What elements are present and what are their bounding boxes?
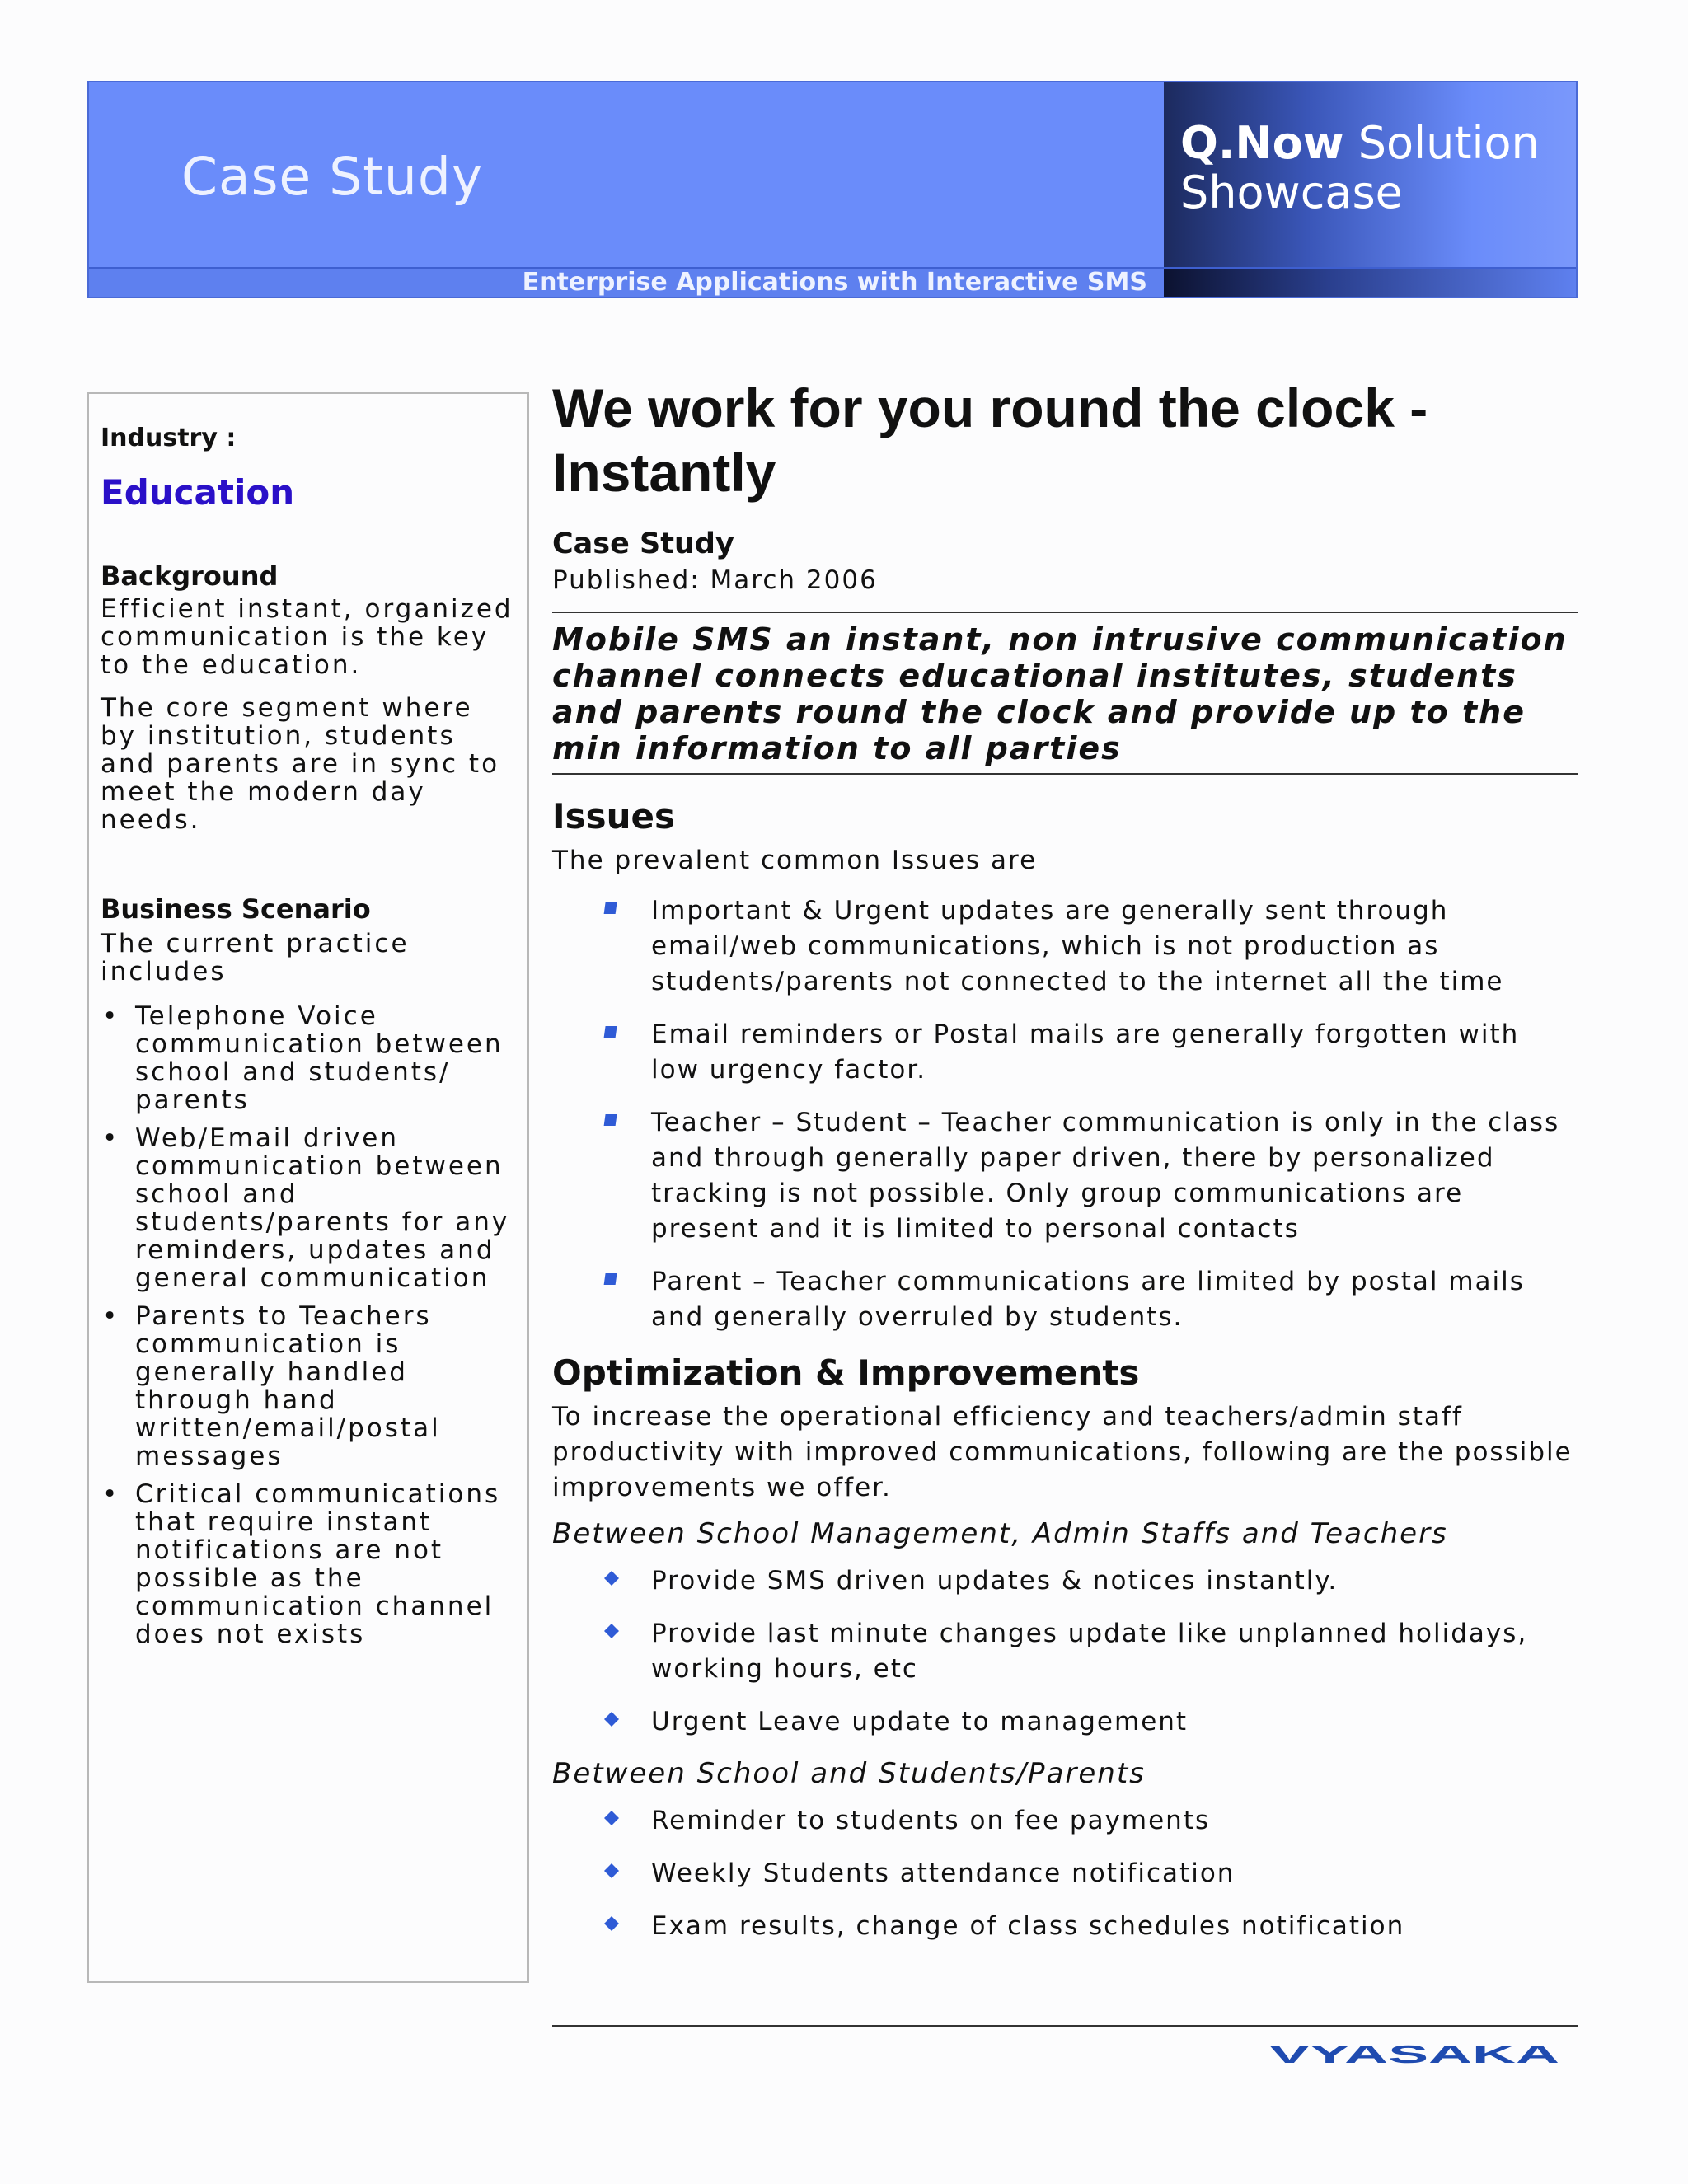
list-item-text: Exam results, change of class schedules notification — [651, 1911, 1405, 1941]
list-item-text: Critical communications that require instant notifications are not possible as the communication channel does not exists — [135, 1479, 501, 1649]
divider — [552, 612, 1578, 613]
banner-strip — [89, 267, 1164, 297]
issues-intro: The prevalent common Issues are — [552, 846, 1038, 875]
brand-line2: Showcase — [1180, 166, 1403, 218]
diamond-bullet-icon — [603, 1863, 620, 1879]
banner-title: Case Study — [181, 147, 484, 207]
scenario-heading: Business Scenario — [101, 893, 371, 925]
list-item-text: Telephone Voice communication between school and students/ parents — [135, 1001, 504, 1115]
case-study-label: Case Study — [552, 527, 734, 560]
industry-label: Industry : — [101, 424, 237, 452]
list-item — [101, 1002, 516, 1114]
vyasaka-logo — [1269, 2039, 1566, 2067]
list-item — [552, 1803, 1578, 1839]
list-item — [101, 1124, 516, 1292]
background-paragraph: The core segment where by institution, students and parents are in sync to meet the modern day needs. — [101, 693, 500, 835]
list-item — [552, 1563, 1578, 1599]
diamond-bullet-icon — [603, 1810, 620, 1826]
industry-value: Education — [101, 472, 295, 513]
issues-list — [552, 893, 1578, 1335]
background-heading: Background — [101, 560, 279, 592]
list-item-text: Weekly Students attendance notification — [651, 1858, 1236, 1888]
background-paragraph: Efficient instant, organized communication is the key to the education. — [101, 594, 513, 680]
bullet-dot-icon: • — [102, 1479, 120, 1509]
list-item-text: Urgent Leave update to management — [651, 1707, 1189, 1736]
improvement-list — [552, 1803, 1578, 1944]
list-item-text: Provide SMS driven updates & notices instantly. — [651, 1566, 1339, 1596]
bullet-dot-icon: • — [102, 1001, 120, 1031]
bullet-dot-icon: • — [102, 1123, 120, 1153]
banner-strip-side — [1164, 267, 1576, 297]
bullet-dot-icon: • — [102, 1301, 120, 1331]
banner-strip-text: Enterprise Applications with Interactive SMS — [522, 268, 1147, 297]
list-item — [552, 1704, 1578, 1740]
banner-side-text — [1180, 119, 1540, 218]
list-item — [101, 1302, 516, 1470]
square-bullet-icon — [603, 1271, 620, 1287]
diamond-bullet-icon — [603, 1623, 620, 1639]
diamond-bullet-icon — [603, 1711, 620, 1727]
list-item — [552, 1105, 1578, 1247]
list-item-text: Parent – Teacher communications are limited by postal mails and generally overruled by students. — [651, 1267, 1525, 1332]
main-content — [552, 376, 1578, 1961]
list-item-text: Reminder to students on fee payments — [651, 1806, 1211, 1835]
brand-suffix: Solution — [1357, 117, 1540, 169]
banner-main-panel — [89, 82, 1164, 267]
diamond-bullet-icon — [603, 1570, 620, 1586]
published-date: Published: March 2006 — [552, 565, 878, 595]
list-item — [552, 893, 1578, 1000]
list-item — [552, 1264, 1578, 1335]
list-item — [552, 1616, 1578, 1687]
divider — [552, 773, 1578, 775]
scenario-list — [101, 1002, 516, 1648]
logo-text: VYASAKA — [1269, 2041, 1559, 2067]
list-item — [101, 1480, 516, 1648]
subsection-heading: Between School and Students/Parents — [552, 1757, 1146, 1790]
list-item — [552, 1909, 1578, 1944]
issues-heading: Issues — [552, 796, 676, 837]
optimization-heading: Optimization & Improvements — [552, 1352, 1140, 1393]
square-bullet-icon — [603, 1112, 620, 1128]
brand-name: Q.Now — [1180, 117, 1344, 169]
list-item — [552, 1856, 1578, 1891]
sidebar — [87, 392, 529, 1983]
footer-divider — [552, 2025, 1578, 2027]
banner-side-panel — [1164, 82, 1576, 267]
list-item-text: Email reminders or Postal mails are generally forgotten with low urgency factor. — [651, 1019, 1520, 1085]
list-item-text: Teacher – Student – Teacher communication is only in the class and through generally paper driven, there by personalized tracking is not possible. Only group communications are present and it is limited to personal contacts — [651, 1108, 1560, 1244]
list-item-text: Provide last minute changes update like unplanned holidays, working hours, etc — [651, 1619, 1528, 1684]
subsection-heading: Between School Management, Admin Staffs and Teachers — [552, 1517, 1448, 1550]
tagline: Mobile SMS an instant, non intrusive communication channel connects educational institutes, students and parents round the clock and provide up to the min information to all parties — [552, 621, 1568, 766]
page-title: We work for you round the clock - Instantly — [552, 377, 1428, 503]
improvement-list — [552, 1563, 1578, 1740]
optimization-intro: To increase the operational efficiency and teachers/admin staff productivity with improved communications, following are the possible improvements we offer. — [552, 1402, 1573, 1502]
diamond-bullet-icon — [603, 1915, 620, 1932]
list-item-text: Web/Email driven communication between school and students/parents for any reminders, updates and general communication — [135, 1123, 510, 1293]
list-item — [552, 1017, 1578, 1088]
list-item-text: Important & Urgent updates are generally sent through email/web communications, which is not production as students/parents not connected to the internet all the time — [651, 896, 1504, 996]
square-bullet-icon — [603, 1024, 620, 1040]
header-banner — [87, 81, 1578, 298]
square-bullet-icon — [603, 900, 620, 916]
list-item-text: Parents to Teachers communication is generally handled through hand written/email/postal messages — [135, 1301, 441, 1471]
scenario-intro: The current practice includes — [101, 929, 410, 987]
